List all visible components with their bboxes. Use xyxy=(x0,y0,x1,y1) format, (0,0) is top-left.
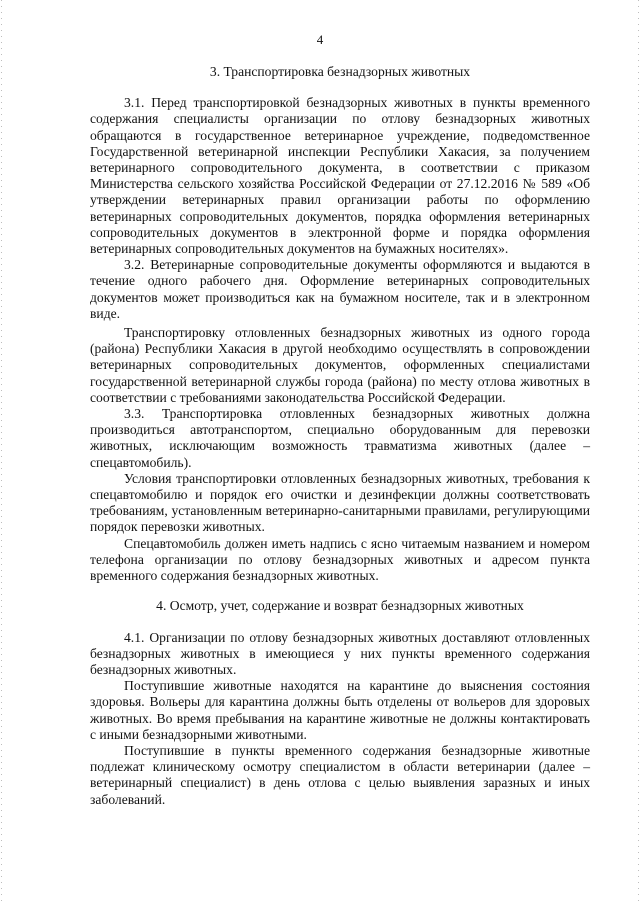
document-body xyxy=(90,64,590,808)
section-3-paragraph: 3.2. Ветеринарные сопроводительные документы оформляются и выдаются в течение одного рабочего дня. Оформление ветеринарных сопроводительных документов может производиться как на бумажном носителе, так и в электронном виде. xyxy=(90,257,590,321)
section-4-paragraph: 4.1. Организации по отлову безнадзорных животных доставляют отловленных безнадзорных животных в имеющиеся у них пункты временного содержания безнадзорных животных. xyxy=(90,629,590,677)
section-4-title: 4. Осмотр, учет, содержание и возврат безнадзорных животных xyxy=(156,598,524,614)
page-edge-right xyxy=(638,0,639,905)
section-3-title: 3. Транспортировка безнадзорных животных xyxy=(209,64,471,79)
page-number: 4 xyxy=(316,32,324,47)
section-3-paragraph: Условия транспортировки отловленных безнадзорных животных, требования к спецавтомобилю и порядок его очистки и дезинфекции должны соответствовать требованиям, установленным ветеринарно-санитарными правилами, регулирующими порядок перевозки животных. xyxy=(90,470,590,535)
page-edge-left xyxy=(1,0,2,905)
section-3-paragraph: 3.3. Транспортировка отловленных безнадзорных животных должна производиться автотранспортом, специально оборудованным для перевозки животных, исключающим возможность травматизма животных (далее – спецавтомобиль). xyxy=(90,406,590,470)
section-3-paragraph: 3.1. Перед транспортировкой безнадзорных животных в пункты временного содержания специалисты организации по отлову безнадзорных животных обращаются в государственное ветеринарное учреждение, подведомственное Государственной ветеринарной инспекции Республики Хакасия, за получением ветеринарного сопроводительного документа, в соответствии с приказом Министерства сельского хозяйства Российской Федерации от 27.12.2016 № 589 «Об утверждении ветеринарных правил организации работы по оформлению ветеринарных сопроводительных документов, порядка оформления ветеринарных сопроводительных документов в электронной форме и порядка оформления ветеринарных сопроводительных документов на бумажных носителях». xyxy=(90,95,590,257)
section-4-paragraph: Поступившие в пункты временного содержания безнадзорные животные подлежат клиническому осмотру специалистом в области ветеринарии (далее – ветеринарный специалист) в день отлова с целью выявления заразных и иных заболеваний. xyxy=(90,742,590,807)
section-3-paragraph: Спецавтомобиль должен иметь надпись с ясно читаемым названием и номером телефона организации по отлову безнадзорных животных и адресом пункта временного содержания безнадзорных животных. xyxy=(90,535,590,584)
section-4-paragraph: Поступившие животные находятся на карантине до выяснения состояния здоровья. Вольеры для карантина должны быть отделены от вольеров для здоровых животных. Во время пребывания на карантине животные не должны контактировать с иными безнадзорными животными. xyxy=(90,678,590,742)
section-3-paragraph: Транспортировку отловленных безнадзорных животных из одного города (района) Республики Хакасия в другой необходимо осуществлять в сопровождении ветеринарных сопроводительных документов, оформленных специалистами государственной ветеринарной службы города (района) по месту отлова животных в соответствии с требованиями законодательства Российской Федерации. xyxy=(90,325,590,405)
